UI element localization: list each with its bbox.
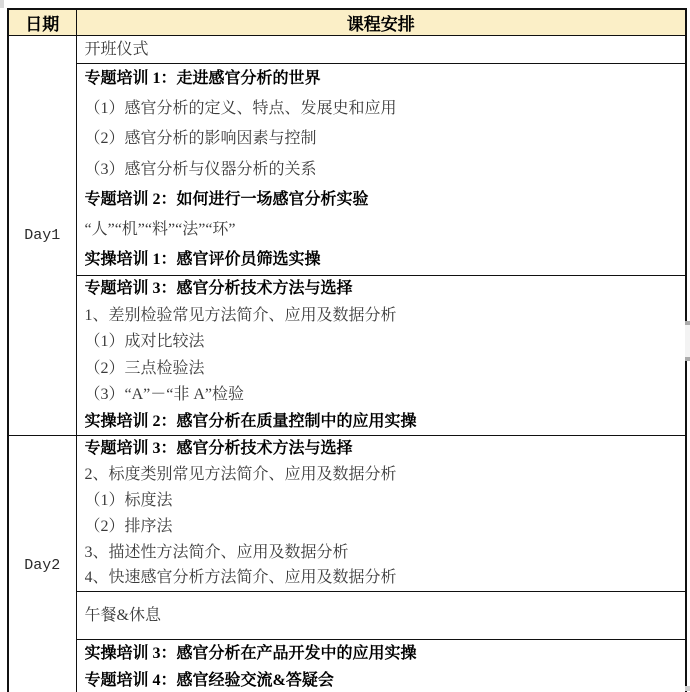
schedule-line: （2）感官分析的影响因素与控制	[84, 130, 317, 148]
table-row	[8, 592, 686, 640]
day2-cell: Day2	[8, 436, 76, 692]
schedule-line: （1）标度法	[84, 492, 173, 510]
training-heading: 实操培训 1：感官评价员筛选实操	[84, 251, 321, 269]
schedule-line: （3）“A”－“非 A”检验	[84, 386, 245, 404]
training-heading: 专题培训 2：如何进行一场感官分析实验	[84, 190, 369, 208]
table-row	[8, 36, 686, 64]
day1-training-block-1-cell	[76, 64, 686, 276]
training-heading: 专题培训 3：感官分析技术方法与选择	[84, 280, 353, 298]
schedule-line: 午餐&休息	[84, 607, 161, 625]
schedule-line: “人”“机”“料”“法”“环”	[84, 221, 236, 239]
scrollbar-fragment[interactable]	[685, 321, 690, 361]
table-row	[8, 640, 686, 692]
schedule-line: 1、差别检验常见方法简介、应用及数据分析	[84, 306, 397, 324]
schedule-line: （3）感官分析与仪器分析的关系	[84, 160, 317, 178]
training-heading: 专题培训 3：感官分析技术方法与选择	[84, 440, 353, 458]
training-heading: 实操培训 3：感官分析在产品开发中的应用实操	[84, 645, 417, 663]
schedule-line: （1）感官分析的定义、特点、发展史和应用	[84, 100, 397, 118]
screen-edge-artifact-bottom-right	[685, 686, 690, 691]
training-heading: 实操培训 2：感官分析在质量控制中的应用实操	[84, 412, 417, 430]
schedule-line: 4、快速感官分析方法简介、应用及数据分析	[84, 569, 397, 587]
day2-training-block-2-cell	[76, 640, 686, 692]
opening-ceremony-cell	[76, 36, 686, 64]
training-heading: 专题培训 1：走进感官分析的世界	[84, 70, 321, 87]
schedule-line: （2）排序法	[84, 517, 173, 535]
day1-training-block-2-cell	[76, 276, 686, 436]
training-heading: 专题培训 4：感官经验交流&答疑会	[84, 672, 334, 690]
schedule-line: 3、描述性方法简介、应用及数据分析	[84, 543, 349, 561]
scrollbar-tick	[685, 321, 690, 325]
header-row	[8, 9, 686, 36]
table-row	[8, 276, 686, 436]
table-row	[8, 64, 686, 276]
schedule-line: （1）成对比较法	[84, 333, 205, 351]
screen-edge-artifact-top-left	[0, 0, 4, 8]
course-column-header: 课程安排	[76, 9, 686, 36]
table-row	[8, 436, 686, 592]
day2-training-block-1-cell	[76, 436, 686, 592]
lunch-break-cell	[76, 592, 686, 640]
scrollbar-tick	[685, 357, 690, 361]
date-column-header: 日期	[8, 9, 76, 36]
schedule-line: 2、标度类别常见方法简介、应用及数据分析	[84, 466, 397, 484]
day1-cell: Day1	[8, 36, 76, 436]
schedule-line: （2）三点检验法	[84, 359, 205, 377]
course-schedule-table	[7, 8, 687, 692]
schedule-line: 开班仪式	[84, 41, 149, 58]
